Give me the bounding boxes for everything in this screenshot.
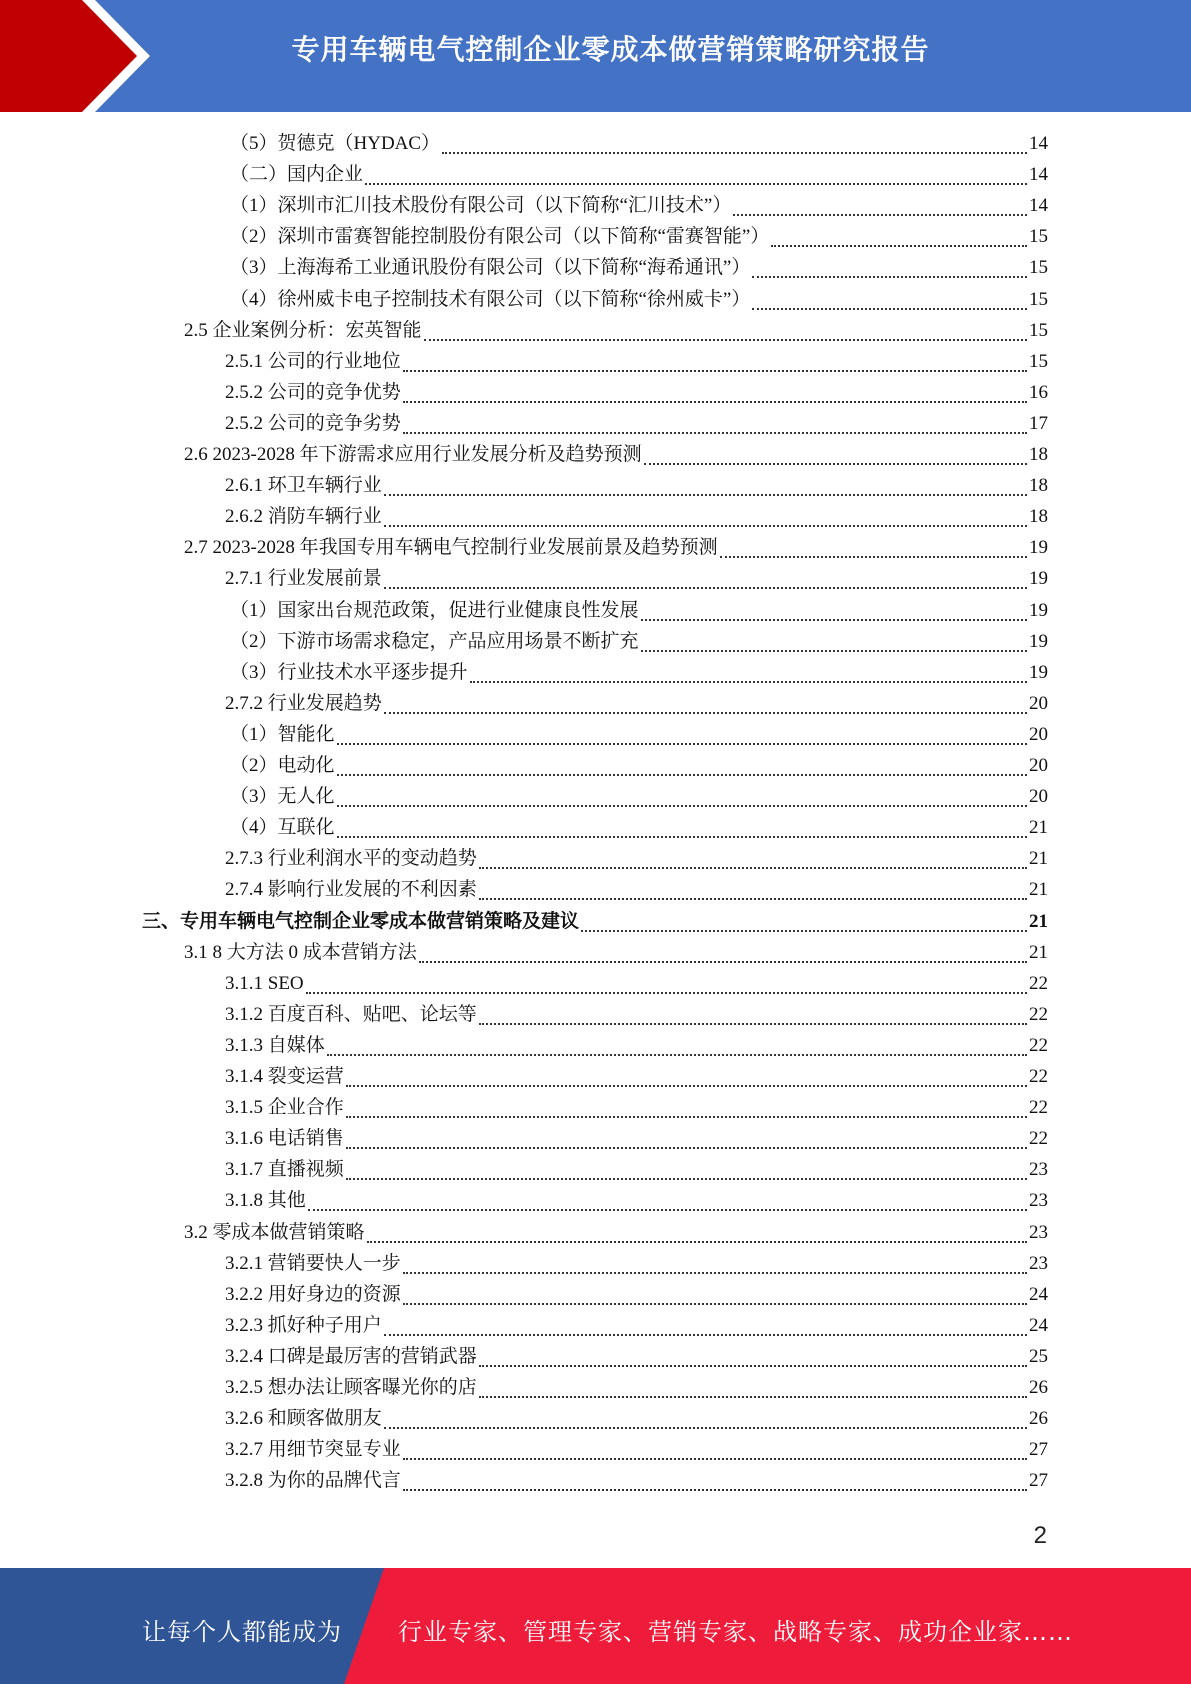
toc-entry[interactable] — [225, 563, 1048, 594]
toc-entry-label: 3.2.2 用好身边的资源 — [225, 1283, 401, 1305]
toc-entry-page: 22 — [1029, 972, 1048, 994]
toc-entry[interactable] — [225, 501, 1048, 532]
toc-entry-page: 21 — [1029, 817, 1048, 839]
toc-entry-page: 15 — [1029, 257, 1048, 279]
toc-entry-page: 15 — [1029, 226, 1048, 248]
toc-entry-label: 2.7.1 行业发展前景 — [225, 568, 382, 590]
toc-entry-page: 15 — [1029, 350, 1048, 372]
toc-entry[interactable] — [225, 843, 1048, 874]
dot-leader — [306, 992, 1027, 994]
toc-entry-page: 21 — [1029, 879, 1048, 901]
toc-entry-label: 3.2.3 抓好种子用户 — [225, 1314, 382, 1336]
toc-entry-label: （二）国内企业 — [230, 164, 364, 186]
toc-entry[interactable] — [230, 190, 1048, 221]
toc-entry-page: 27 — [1029, 1470, 1048, 1492]
dot-leader — [403, 1303, 1027, 1305]
toc-entry-page: 20 — [1029, 692, 1048, 714]
dot-leader — [752, 308, 1027, 310]
dot-leader — [752, 276, 1027, 278]
toc-entry-label: （4）徐州威卡电子控制技术有限公司（以下简称“徐州威卡”） — [230, 288, 751, 310]
dot-leader — [479, 1396, 1027, 1398]
toc-entry[interactable] — [230, 812, 1048, 843]
toc-entry-page: 22 — [1029, 1128, 1048, 1150]
toc-entry[interactable] — [230, 221, 1048, 252]
toc-entry-label: 3.2 零成本做营销策略 — [184, 1221, 365, 1243]
toc-entry[interactable] — [230, 252, 1048, 283]
toc-entry-label: （2）电动化 — [230, 755, 335, 776]
toc-entry-label: 2.5.1 公司的行业地位 — [225, 350, 401, 372]
toc-entry-page: 21 — [1029, 848, 1048, 870]
toc-entry[interactable] — [230, 781, 1048, 812]
toc-entry-page: 27 — [1029, 1439, 1048, 1461]
dot-leader — [308, 1209, 1027, 1211]
toc-entry-page: 16 — [1029, 381, 1048, 403]
dot-leader — [384, 1427, 1027, 1429]
dot-leader — [384, 712, 1027, 714]
toc-entry-label: 2.7.2 行业发展趋势 — [225, 692, 382, 714]
toc-entry-page: 18 — [1029, 475, 1048, 497]
toc-entry-label: 3.1.2 百度百科、贴吧、论坛等 — [225, 1003, 477, 1025]
toc-entry[interactable] — [225, 377, 1048, 408]
toc-entry-label: 2.7 2023-2028 年我国专用车辆电气控制行业发展前景及趋势预测 — [184, 537, 718, 559]
toc-entry-page: 19 — [1029, 537, 1048, 559]
toc-entry-label: （5）贺德克（HYDAC） — [230, 133, 441, 154]
toc-entry[interactable] — [230, 128, 1048, 159]
toc-entry-label: （2）下游市场需求稳定，产品应用场景不断扩充 — [230, 630, 639, 652]
toc-entry-page: 24 — [1029, 1314, 1048, 1336]
toc-entry-page: 19 — [1029, 630, 1048, 652]
toc-entry-label: 2.6.2 消防车辆行业 — [225, 506, 382, 528]
toc-entry[interactable] — [225, 688, 1048, 719]
dot-leader — [442, 152, 1027, 154]
dot-leader — [384, 1334, 1027, 1336]
dot-leader — [403, 1458, 1027, 1460]
toc-entry-page: 19 — [1029, 568, 1048, 590]
toc-entry-label: 3.2.4 口碑是最厉害的营销武器 — [225, 1345, 477, 1367]
toc-entry[interactable] — [225, 1248, 1048, 1279]
dot-leader — [384, 525, 1027, 527]
toc-entry[interactable] — [230, 626, 1048, 657]
toc-entry-label: 2.5.2 公司的竞争优势 — [225, 381, 401, 403]
dot-leader — [337, 743, 1027, 745]
toc-entry[interactable] — [184, 1217, 1048, 1248]
toc-entry-page: 24 — [1029, 1283, 1048, 1305]
toc-entry-page: 26 — [1029, 1377, 1048, 1398]
toc-entry[interactable] — [184, 315, 1048, 346]
toc-entry-page: 22 — [1029, 1003, 1048, 1025]
toc-entry-page: 15 — [1029, 319, 1048, 341]
toc-entry-page: 23 — [1029, 1190, 1048, 1212]
toc-entry-label: 2.5.2 公司的竞争劣势 — [225, 412, 401, 434]
dot-leader — [479, 1365, 1027, 1367]
toc-entry-label: 3.2.6 和顾客做朋友 — [225, 1408, 382, 1430]
toc-entry[interactable] — [225, 1092, 1048, 1123]
footer-slogan-left: 让每个人都能成为 — [142, 1618, 342, 1646]
toc-entry-page: 22 — [1029, 1034, 1048, 1056]
toc-entry-label: 3.2.7 用细节突显专业 — [225, 1439, 401, 1461]
toc-entry-label: （1）国家出台规范政策，促进行业健康良性发展 — [230, 599, 639, 621]
dot-leader — [419, 961, 1027, 963]
toc-entry-page: 15 — [1029, 288, 1048, 310]
page-number: 2 — [1033, 1522, 1047, 1549]
toc-entry-page: 20 — [1029, 786, 1048, 808]
dot-leader — [327, 1054, 1027, 1056]
toc-entry[interactable] — [225, 1403, 1048, 1434]
dot-leader — [479, 867, 1027, 869]
dot-leader — [403, 401, 1027, 403]
dot-leader — [641, 619, 1027, 621]
toc-entry[interactable] — [225, 1372, 1048, 1403]
toc-entry-label: 三、专用车辆电气控制企业零成本做营销策略及建议 — [142, 910, 580, 932]
dot-leader — [337, 836, 1027, 838]
toc-entry[interactable] — [225, 1185, 1048, 1216]
toc-entry[interactable] — [184, 532, 1048, 563]
dot-leader — [424, 339, 1027, 341]
toc-entry-label: 3.2.5 想办法让顾客曝光你的店 — [225, 1377, 477, 1398]
toc-entry[interactable] — [225, 408, 1048, 439]
toc-entry-label: 3.2.8 为你的品牌代言 — [225, 1470, 401, 1492]
dot-leader — [367, 1241, 1027, 1243]
toc-entry-page: 25 — [1029, 1345, 1048, 1367]
dot-leader — [470, 681, 1027, 683]
dot-leader — [337, 774, 1027, 776]
toc-entry[interactable] — [230, 284, 1048, 315]
dot-leader — [720, 556, 1027, 558]
dot-leader — [733, 214, 1027, 216]
toc-entry-page: 21 — [1029, 910, 1048, 932]
toc-entry-page: 23 — [1029, 1252, 1048, 1274]
toc-entry-page: 14 — [1029, 133, 1048, 154]
dot-leader — [384, 494, 1027, 496]
toc-entry-page: 26 — [1029, 1408, 1048, 1430]
toc-entry[interactable] — [230, 657, 1048, 688]
toc-entry-page: 21 — [1029, 941, 1048, 963]
toc-entry[interactable] — [225, 346, 1048, 377]
toc-entry[interactable] — [142, 906, 1048, 937]
dot-leader — [771, 245, 1027, 247]
toc-entry-page: 23 — [1029, 1159, 1048, 1181]
dot-leader — [384, 587, 1027, 589]
toc-entry[interactable] — [225, 874, 1048, 905]
toc-entry[interactable] — [230, 595, 1048, 626]
toc-entry[interactable] — [225, 1310, 1048, 1341]
dot-leader — [365, 183, 1027, 185]
toc-entry-page: 22 — [1029, 1066, 1048, 1087]
toc-entry-page: 20 — [1029, 755, 1048, 776]
dot-leader — [403, 432, 1027, 434]
toc-entry-page: 17 — [1029, 412, 1048, 434]
report-title: 专用车辆电气控制企业零成本做营销策略研究报告 — [291, 33, 930, 66]
toc-entry[interactable] — [230, 750, 1048, 781]
toc-entry-page: 18 — [1029, 506, 1048, 528]
dot-leader — [403, 1272, 1027, 1274]
dot-leader — [403, 370, 1027, 372]
toc-entry[interactable] — [225, 1030, 1048, 1061]
toc-entry-label: 3.1.7 直播视频 — [225, 1159, 344, 1181]
toc-entry-label: （1）智能化 — [230, 723, 335, 745]
toc-entry[interactable] — [225, 1279, 1048, 1310]
toc-entry[interactable] — [225, 1465, 1048, 1496]
toc-entry[interactable] — [184, 439, 1048, 470]
toc-entry[interactable] — [225, 470, 1048, 501]
toc-entry-page: 23 — [1029, 1221, 1048, 1243]
toc-entry-page: 14 — [1029, 164, 1048, 186]
dot-leader — [581, 930, 1027, 932]
toc-entry-label: 2.6.1 环卫车辆行业 — [225, 475, 382, 497]
dot-leader — [479, 898, 1027, 900]
toc-entry-page: 18 — [1029, 444, 1048, 465]
dot-leader — [641, 650, 1027, 652]
dot-leader — [346, 1116, 1027, 1118]
toc-entry-label: 2.7.4 影响行业发展的不利因素 — [225, 879, 477, 901]
page-footer — [0, 1568, 1191, 1684]
toc-entry[interactable] — [225, 1061, 1048, 1092]
dot-leader — [337, 805, 1027, 807]
toc-entry[interactable] — [225, 1341, 1048, 1372]
dot-leader — [346, 1147, 1027, 1149]
toc-entry[interactable] — [230, 719, 1048, 750]
dot-leader — [644, 463, 1027, 465]
toc-entry[interactable] — [184, 937, 1048, 968]
toc-entry[interactable] — [225, 1154, 1048, 1185]
toc-entry-label: （3）行业技术水平逐步提升 — [230, 661, 468, 683]
toc-entry[interactable] — [225, 1434, 1048, 1465]
toc-entry-label: 3.1.6 电话销售 — [225, 1128, 344, 1150]
dot-leader — [346, 1085, 1027, 1087]
dot-leader — [403, 1489, 1027, 1491]
toc-entry-label: （2）深圳市雷赛智能控制股份有限公司（以下简称“雷赛智能”） — [230, 226, 770, 248]
toc-entry-page: 14 — [1029, 195, 1048, 217]
toc-entry-label: 2.5 企业案例分析：宏英智能 — [184, 319, 422, 341]
toc-entry-label: （3）上海海希工业通讯股份有限公司（以下简称“海希通讯”） — [230, 257, 751, 279]
toc-entry-label: （4）互联化 — [230, 817, 335, 839]
toc-entry-page: 19 — [1029, 661, 1048, 683]
toc-entry[interactable] — [225, 1123, 1048, 1154]
toc-entry-label: 3.1 8 大方法 0 成本营销方法 — [184, 941, 417, 963]
toc-entry-label: 3.2.1 营销要快人一步 — [225, 1252, 401, 1274]
toc-entry-label: 3.1.8 其他 — [225, 1190, 306, 1212]
toc-entry[interactable] — [225, 968, 1048, 999]
page-header — [0, 0, 1191, 112]
toc-entry-page: 20 — [1029, 723, 1048, 745]
toc-entry-label: 3.1.1 SEO — [225, 972, 304, 994]
toc-entry-page: 19 — [1029, 599, 1048, 621]
toc-entry-label: 2.7.3 行业利润水平的变动趋势 — [225, 848, 477, 870]
footer-slogan-right: 行业专家、管理专家、营销专家、战略专家、成功企业家…… — [398, 1618, 1073, 1646]
toc-entry-label: 2.6 2023-2028 年下游需求应用行业发展分析及趋势预测 — [184, 444, 642, 465]
toc-entry[interactable] — [230, 159, 1048, 190]
dot-leader — [479, 1023, 1027, 1025]
toc-entry-label: （1）深圳市汇川技术股份有限公司（以下简称“汇川技术”） — [230, 195, 732, 217]
dot-leader — [346, 1178, 1027, 1180]
toc-entry-label: 3.1.5 企业合作 — [225, 1097, 344, 1119]
toc-entry[interactable] — [225, 999, 1048, 1030]
toc-entry-label: （3）无人化 — [230, 786, 335, 808]
toc-entry-label: 3.1.4 裂变运营 — [225, 1066, 344, 1087]
toc-entry-label: 3.1.3 自媒体 — [225, 1034, 325, 1056]
toc-entry-page: 22 — [1029, 1097, 1048, 1119]
